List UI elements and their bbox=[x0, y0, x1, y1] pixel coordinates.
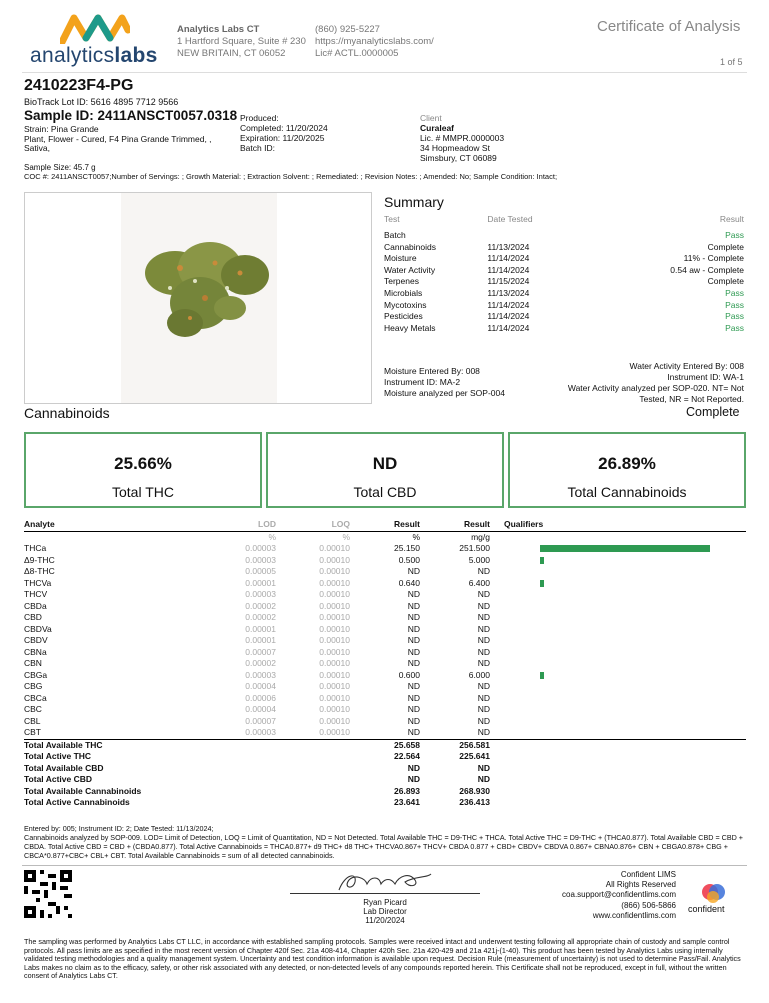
lims-email-link[interactable]: coa.support@confidentlims.com bbox=[562, 890, 676, 900]
cannabinoids-title: Cannabinoids bbox=[24, 405, 110, 421]
sample-photo bbox=[24, 192, 372, 404]
analyte-row: CBL 0.00007 0.00010 ND ND bbox=[24, 715, 490, 726]
analyte-row: THCV 0.00003 0.00010 ND ND bbox=[24, 589, 490, 599]
analytics-labs-logo-text: analyticslabs bbox=[30, 44, 158, 67]
summary-row: Microbials 11/13/2024 Pass bbox=[384, 287, 744, 298]
analyte-row: CBCa 0.00006 0.00010 ND ND bbox=[24, 692, 490, 703]
lab-address-block: Analytics Labs CT 1 Hartford Square, Suite # 230 NEW BRITAIN, CT 06052 bbox=[177, 24, 306, 59]
header-divider bbox=[22, 72, 747, 73]
summary-row: Batch Pass bbox=[384, 230, 744, 240]
analyte-row: Δ9-THC 0.00003 0.00010 0.500 5.000 bbox=[24, 555, 746, 567]
summary-row: Mycotoxins 11/14/2024 Pass bbox=[384, 299, 744, 310]
cannabis-flower-image bbox=[135, 233, 285, 343]
analyte-row: CBDV 0.00001 0.00010 ND ND bbox=[24, 635, 490, 645]
lims-website-link[interactable]: www.confidentlims.com bbox=[592, 910, 676, 920]
summary-title: Summary bbox=[384, 194, 444, 210]
total-row: Total Active THC 22.564 225.641 bbox=[24, 751, 490, 761]
analyte-row: THCVa 0.00001 0.00010 0.640 6.400 bbox=[24, 578, 746, 590]
lab-contact-block: (860) 925-5227 https://myanalyticslabs.com/ Lic# ACTL.0000005 bbox=[315, 24, 434, 59]
date-info: Produced: Completed: 11/20/2024 Expiration: 11/20/2025 Batch ID: bbox=[240, 113, 328, 153]
summary-row: Cannabinoids 11/13/2024 Complete bbox=[384, 241, 744, 252]
analytics-labs-logo-mark bbox=[60, 14, 130, 44]
total-row: Total Available CBD ND ND bbox=[24, 762, 490, 773]
total-cbd-box: ND Total CBD bbox=[266, 432, 504, 508]
analyte-row: Δ8-THC 0.00005 0.00010 ND ND bbox=[24, 566, 490, 576]
signer-block: Ryan Picard Lab Director 11/20/2024 bbox=[363, 898, 407, 925]
batch-id: 2410223F4-PG bbox=[24, 77, 134, 94]
qr-code[interactable] bbox=[24, 870, 72, 918]
analyte-row: CBGa 0.00003 0.00010 0.600 6.000 bbox=[24, 670, 746, 682]
sample-size: Sample Size: 45.7 g bbox=[24, 163, 96, 172]
analyte-row: CBC 0.00004 0.00010 ND ND bbox=[24, 704, 490, 714]
total-row: Total Active CBD ND ND bbox=[24, 774, 490, 784]
cannabinoids-status: Complete bbox=[686, 405, 740, 419]
total-row: Total Available THC 25.658 256.581 bbox=[24, 739, 746, 751]
confident-logo-text: confident bbox=[688, 904, 725, 914]
page-number: 1 of 5 bbox=[720, 57, 743, 67]
summary-header-date: Date Tested bbox=[487, 214, 533, 224]
total-row: Total Available Cannabinoids 26.893 268.930 bbox=[24, 785, 490, 796]
analyte-row: THCa 0.00003 0.00010 25.150 251.500 bbox=[24, 543, 746, 555]
summary-row: Heavy Metals 11/14/2024 Pass bbox=[384, 322, 744, 333]
summary-table bbox=[384, 214, 744, 334]
qualifier-bar bbox=[540, 672, 544, 679]
coc-line: COC #: 2411ANSCT0057;Number of Servings: ; Growth Material: ; Extraction Solvent: ; Remediated: ; Revision Notes: ; Amended: No; Sample Condition: Intact; bbox=[24, 172, 558, 181]
table-units-row: % % % mg/g bbox=[24, 531, 746, 543]
strain-info: Strain: Pina Grande Plant, Flower - Cured, F4 Pina Grande Trimmed, , Sativa, bbox=[24, 124, 212, 153]
analyte-row: CBN 0.00002 0.00010 ND ND bbox=[24, 658, 490, 668]
total-thc-box: 25.66% Total THC bbox=[24, 432, 262, 508]
summary-row: Water Activity 11/14/2024 0.54 aw - Complete bbox=[384, 264, 744, 275]
total-cannabinoids-box: 26.89% Total Cannabinoids bbox=[508, 432, 746, 508]
analyte-row: CBDa 0.00002 0.00010 ND ND bbox=[24, 600, 490, 611]
summary-header-test: Test bbox=[384, 214, 400, 224]
moisture-notes: Moisture Entered By: 008 Instrument ID: MA-2 Moisture analyzed per SOP-004 bbox=[384, 366, 505, 398]
qualifier-bar bbox=[540, 580, 544, 587]
client-info: Client Curaleaf Lic. # MMPR.0000003 34 Hopmeadow St Simsbury, CT 06089 bbox=[420, 113, 505, 163]
biotrack-lot-id: BioTrack Lot ID: 5616 4895 7712 9566 bbox=[24, 97, 179, 107]
signature-line bbox=[290, 893, 480, 894]
water-activity-notes: Water Activity Entered By: 008 Instrument ID: WA-1 Water Activity analyzed per SOP-020. NT= Not Tested, NR = Not Reported. bbox=[567, 361, 744, 404]
qualifier-bar bbox=[540, 545, 710, 552]
footer-divider bbox=[22, 865, 747, 866]
document-title: Certificate of Analysis bbox=[597, 18, 741, 35]
qualifier-bar bbox=[540, 557, 544, 564]
analyte-row: CBG 0.00004 0.00010 ND ND bbox=[24, 681, 490, 691]
summary-row: Pesticides 11/14/2024 Pass bbox=[384, 311, 744, 322]
analyte-row: CBD 0.00002 0.00010 ND ND bbox=[24, 612, 490, 622]
method-notes: Entered by: 005; Instrument ID: 2; Date Tested: 11/13/2024; Cannabinoids analyzed by SOP-009. LOD= Limit of Detection, LOQ = Limit of Quantitation, ND = Not Detected. Total Available THC = D9-THC + THCA. Total Active THC = D9-THC + (THCA0.877). Total Available CBD = CBD + CBDA. Total Active CBD = CBD + (CBDA0.877). Total Active Cannabinoids = THCA0.877+ d9 THC+ d8 THC+ THCVA0.867+ THCV+ CBDA 0.877 + CBD+ CBDV+ CBDVA 0.867+ CBNA0.876+ CBN + CBGA0.878+ CBG + CBCA*0.877+CBC+ CBL+ CBT. Total Available Cannabinoids = sum of all detected cannabinoids. bbox=[24, 824, 744, 860]
lims-contact-block: Confident LIMS All Rights Reserved coa.support@confidentlims.com (866) 506-5866 www.confidentlims.com bbox=[540, 870, 676, 921]
summary-header-result: Result bbox=[719, 214, 744, 224]
lab-website-link[interactable]: https://myanalyticslabs.com/ bbox=[315, 36, 434, 47]
disclaimer: The sampling was performed by Analytics Labs CT LLC, in accordance with established sampling protocols. Samples were received intact and underwent testing following all appropriate chain of custody and sample control protocols. All pass limits are as specified in the most recent version of Chapter 420f Sec. 21a 408-414, Chapter 420h Sec. 21a 420-429 and 21a 421j-(1-40). This product has been tested by Analytics Labs using internally validated testing methodologies and a quality management system. Uncertainty and test condition information is available upon request. Decision Rule (measurement of uncertainty) is not used to determine Pass/Fail. Analytics Labs makes no claim as to the efficacy, safety, or other risk associated with any detected, or non-detected levels of any compounds reported herein. This Certificate shall not be reproduced, except in full, without the written consent of Analytics Labs CT. bbox=[24, 937, 741, 981]
analyte-row: CBT 0.00003 0.00010 ND ND bbox=[24, 727, 490, 737]
summary-row: Moisture 11/14/2024 11% - Complete bbox=[384, 253, 744, 264]
analyte-row: CBNa 0.00007 0.00010 ND ND bbox=[24, 646, 490, 657]
table-header-row: Analyte LOD LOQ Result Result Qualifiers bbox=[24, 519, 544, 529]
total-row: Total Active Cannabinoids 23.641 236.413 bbox=[24, 797, 490, 807]
cannabinoid-results-table bbox=[24, 519, 746, 809]
analyte-row: CBDVa 0.00001 0.00010 ND ND bbox=[24, 623, 490, 634]
sample-id: Sample ID: 2411ANSCT0057.0318 bbox=[24, 108, 238, 123]
summary-row: Terpenes 11/15/2024 Complete bbox=[384, 276, 744, 287]
